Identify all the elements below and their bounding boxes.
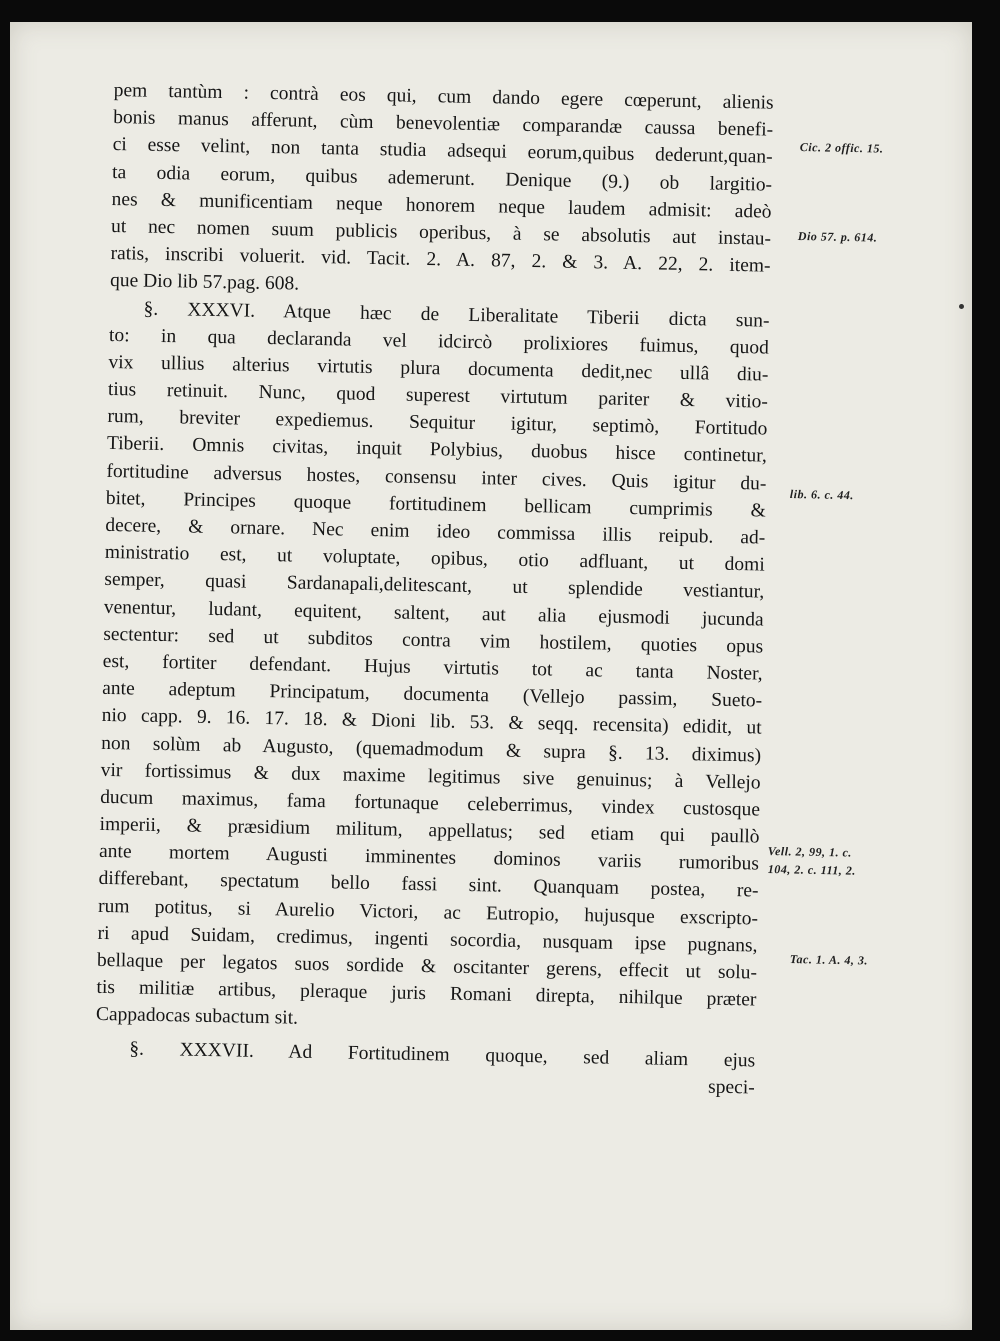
text-line: Cappadocas subactum sit. [95,1004,299,1030]
text-line: differebant, spectatum bello fassi sint. Quanquam postea, re- [98,868,759,902]
margin-note: Tac. 1. A. 4, 3. [789,952,869,968]
text-line: to: in qua declaranda vel idcircò prolixiores fuimus, quod [108,324,770,359]
text-line: non solùm ab Augusto, (quemadmodum & supra §. 13. diximus) [101,732,762,767]
text-line: ri apud Suidam, credimus, ingenti socordia, nusquam ipse pugnans, [97,922,758,957]
text-line: tius retinuit. Nunc, quod superest virtutum pariter & vitio- [107,379,769,413]
text-line: imperii, & præsidium militum, appellatus; sed etiam qui paullò [99,813,760,848]
text-line: rum, breviter expediemus. Sequitur igitur, septimò, Fortitudo [107,406,768,440]
margin-note: 104, 2. c. 111, 2. [767,862,856,878]
text-line: ta odia eorum, quibus ademerunt. Denique (9.) ob largitio- [111,161,773,196]
text-line: tis militiæ artibus, pleraque juris Romani direpta, nihilque præter [96,977,757,1011]
text-line: pem tantùm : contrà eos qui, cum dando egere cœperunt, alienis [113,79,774,114]
text-line: Tiberii. Omnis civitas, inquit Polybius, duobus hisce continetur, [106,433,768,468]
text-line: venentur, ludant, equitent, saltent, aut alia ejusmodi jucunda [103,596,764,631]
text-line: ratis, inscribi voluerit. vid. Tacit. 2. A. 87, 2. & 3. A. 22, 2. item- [110,243,771,277]
text-line: bonis manus afferunt, cùm benevolentiæ comparandæ caussa benefi- [113,107,774,141]
text-line: nes & munificentiam neque honorem neque laudem admisit: adeò [111,188,772,223]
text-line: ministratio est, ut voluptate, opibus, otio adfluant, ut domi [104,542,765,576]
text-line: decere, & ornare. Nec enim ideo commissa illis reipub. ad- [105,514,766,549]
text-line: fortitudine adversus hostes, consensu inter cives. Quis igitur du- [106,460,767,495]
text-line: sectentur: sed ut subditos contra vim hostilem, quoties opus [103,623,764,658]
text-line: vir fortissimus & dux maxime legitimus sive genuinus; à Vellejo [100,759,761,794]
text-line: bitet, Principes quoque fortitudinem bellicam cumprimis & [105,487,766,522]
text-line: ut nec nomen suum publicis operibus, à se absolutis aut instau- [110,215,772,250]
margin-note: Dio 57. p. 614. [797,229,878,245]
book-page [10,22,972,1330]
text-line: ducum maximus, fama fortunaque celeberrimus, vindex custosque [99,786,761,821]
catchword: speci- [707,1076,755,1099]
text-line: vix ullius alterius virtutis plura documenta dedit,nec ullâ diu- [108,351,769,386]
text-line: ante adeptum Principatum, documenta (Vellejo passim, Sueto- [102,678,763,712]
section-heading-line: §. XXXVI. Atque hæc de Liberalitate Tiberii dicta sun- [143,298,770,332]
margin-note: Cic. 2 offic. 15. [799,140,884,156]
text-line: rum potitus, si Aurelio Victori, ac Eutropio, hujusque exscripto- [97,895,759,930]
margin-note: lib. 6. c. 44. [789,487,854,503]
section-heading-line: §. XXXVII. Ad Fortitudinem quoque, sed aliam ejus [129,1038,756,1072]
margin-note: Vell. 2, 99, 1. c. [767,844,852,860]
text-line: que Dio lib 57.pag. 608. [109,270,300,295]
main-text-block [95,77,774,1101]
text-line: semper, quasi Sardanapali,delitescant, ut splendide vestiantur, [104,569,765,603]
text-line: nio capp. 9. 16. 17. 18. & Dioni lib. 53. & seqq. recensita) edidit, ut [101,705,762,739]
text-line: bellaque per legatos suos sordide & oscitanter gerens, effecit ut solu- [96,949,758,984]
ink-speck [959,304,964,309]
text-line: ante mortem Augusti imminentes dominos variis rumoribus [98,841,760,875]
text-line: est, fortiter defendant. Hujus virtutis tot ac tanta Noster, [102,650,763,685]
text-line: ci esse velint, non tanta studia adsequi eorum,quibus dederunt,quan- [112,134,773,169]
